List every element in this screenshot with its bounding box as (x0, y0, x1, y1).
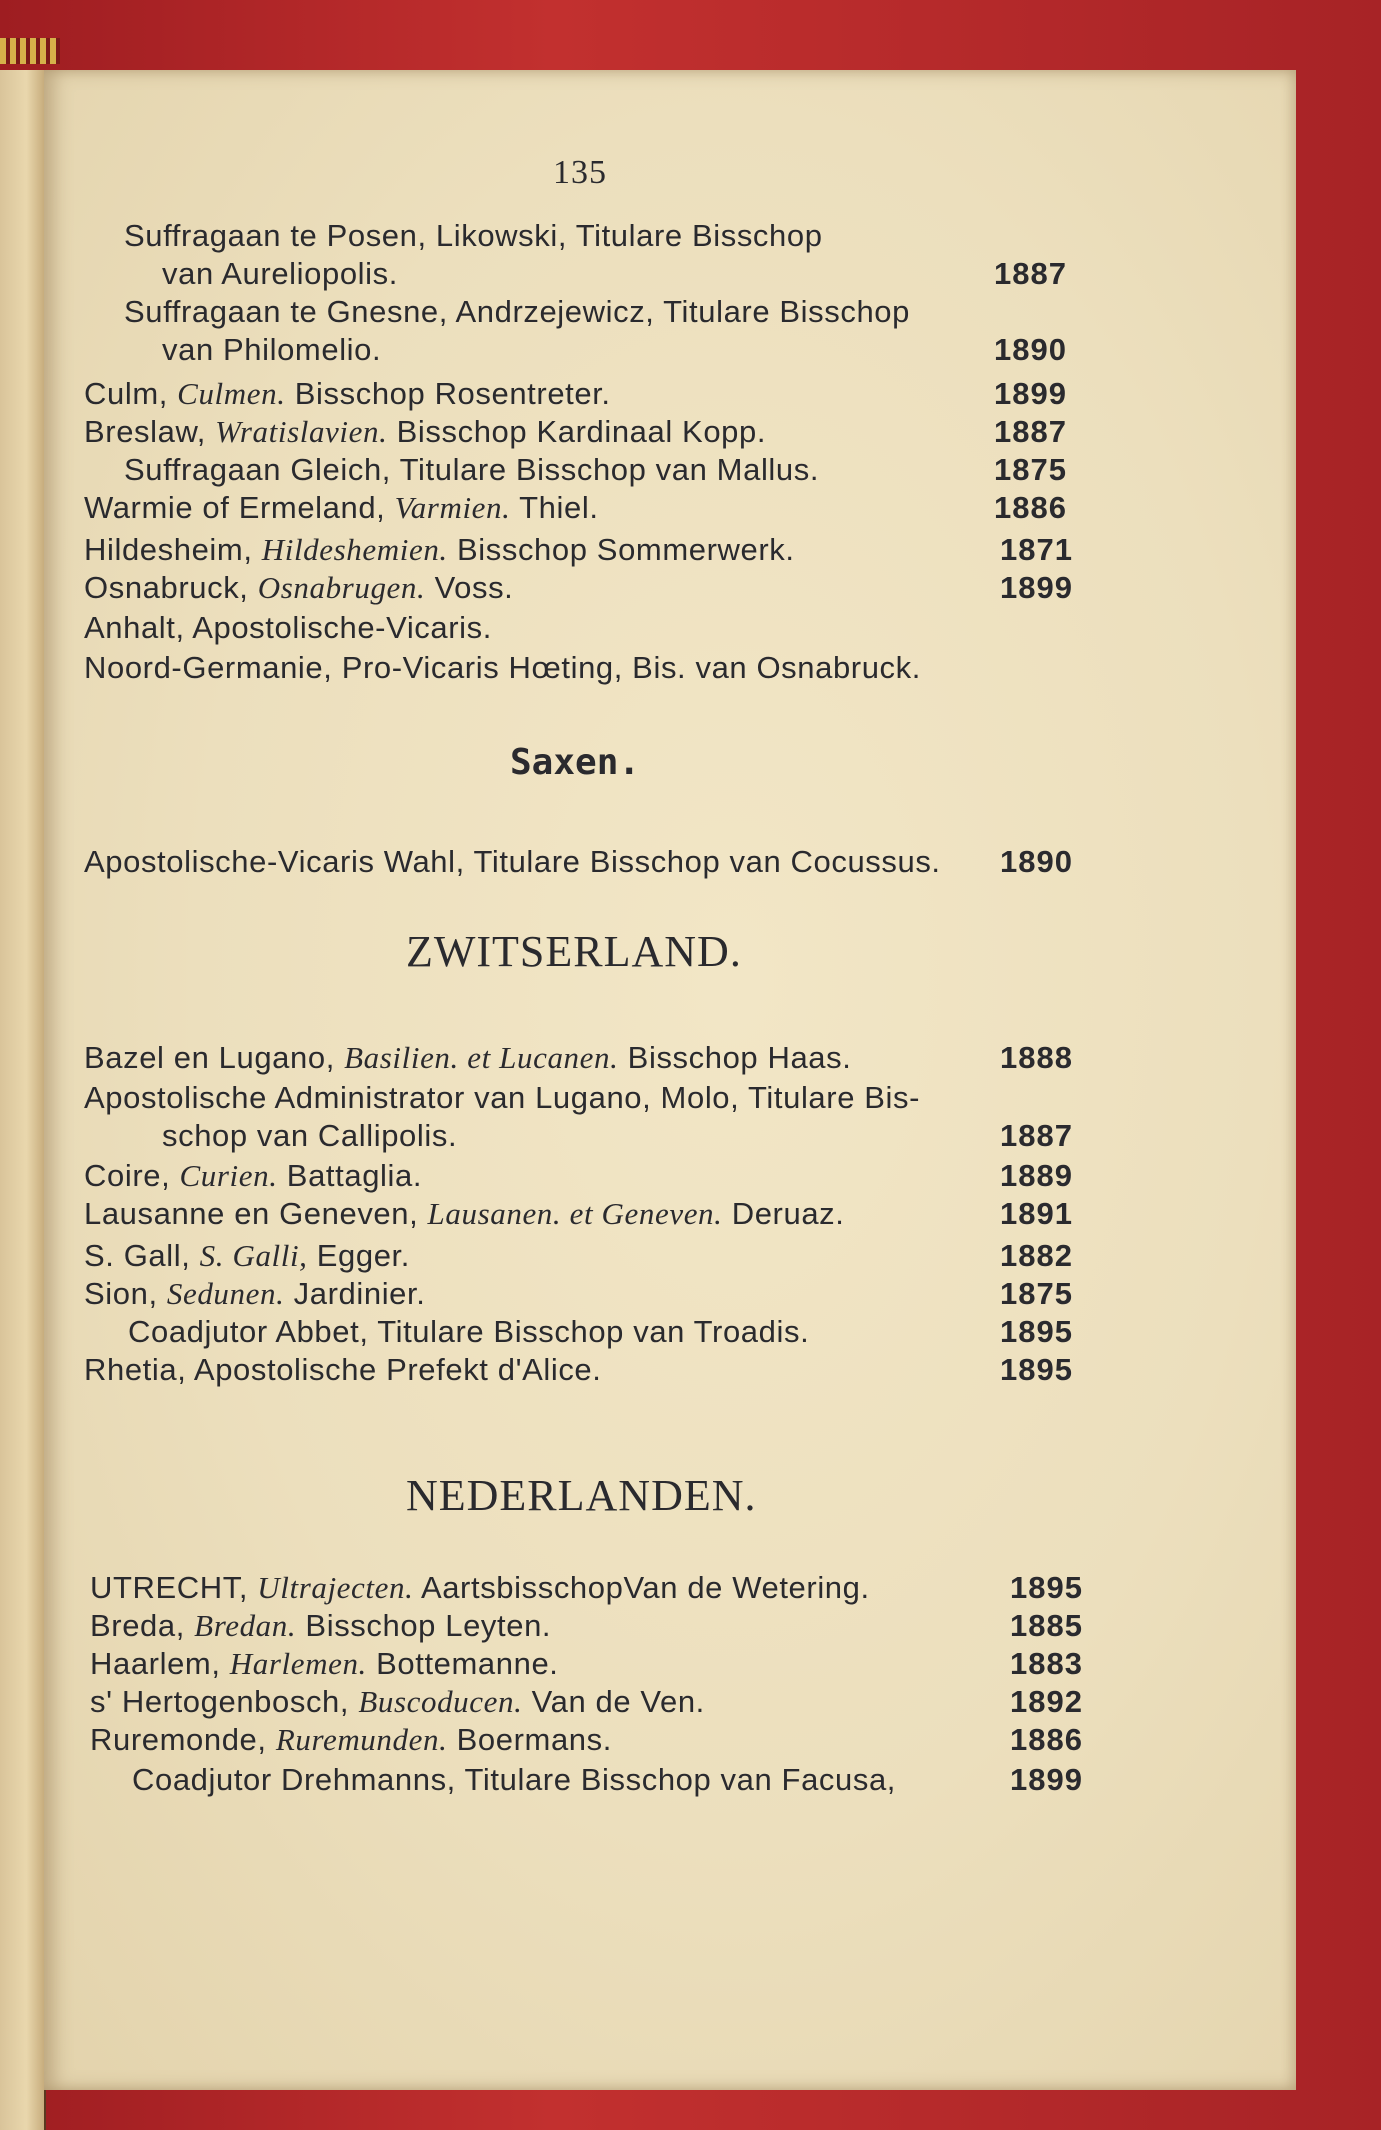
entry-year: 1886 (994, 490, 1067, 525)
entry-line: Suffragaan te Posen, Likowski, Titulare Bisschop (124, 218, 823, 253)
entry-year: 1875 (994, 452, 1067, 487)
spine-ornament (0, 38, 60, 64)
entry-line: Noord-Germanie, Pro-Vicaris Hœting, Bis. van Osnabruck. (84, 650, 921, 685)
entry-year: 1888 (1000, 1040, 1073, 1075)
entry-year: 1883 (1010, 1646, 1083, 1681)
entry-year: 1899 (1000, 570, 1073, 605)
entry-year: 1886 (1010, 1722, 1083, 1757)
entry-year: 1871 (1000, 532, 1073, 567)
entry-line: Osnabruck, Osnabrugen. Voss. (84, 570, 514, 605)
entry-line: schop van Callipolis. (162, 1118, 458, 1153)
entry-line: Breslaw, Wratislavien. Bisschop Kardinaal Kopp. (84, 414, 767, 449)
entry-year: 1895 (1000, 1352, 1073, 1387)
entry-year: 1887 (1000, 1118, 1073, 1153)
section-heading-nederlanden: NEDERLANDEN. (406, 1471, 757, 1520)
entry-year: 1887 (994, 414, 1067, 449)
entry-line: Coire, Curien. Battaglia. (84, 1158, 423, 1193)
entry-line: Apostolische Administrator van Lugano, Molo, Titulare Bis- (84, 1080, 921, 1115)
entry-line: Warmie of Ermeland, Varmien. Thiel. (84, 490, 599, 525)
entry-year: 1885 (1010, 1608, 1083, 1643)
section-heading-saxen: Saxen. (510, 742, 641, 783)
entry-year: 1890 (994, 332, 1067, 367)
entry-line: Coadjutor Abbet, Titulare Bisschop van Troadis. (128, 1314, 810, 1349)
entry-year: 1890 (1000, 844, 1073, 879)
entry-line: Anhalt, Apostolische-Vicaris. (84, 610, 492, 645)
entry-line: Breda, Bredan. Bisschop Leyten. (90, 1608, 552, 1643)
entry-year: 1882 (1000, 1238, 1073, 1273)
entry-year: 1895 (1000, 1314, 1073, 1349)
page-number: 135 (553, 154, 607, 191)
entry-year: 1895 (1010, 1570, 1083, 1605)
entry-year: 1891 (1000, 1196, 1073, 1231)
entry-line: Rhetia, Apostolische Prefekt d'Alice. (84, 1352, 602, 1387)
entry-line: Lausanne en Geneven, Lausanen. et Geneven. Deruaz. (84, 1196, 845, 1231)
section-heading-zwitserland: ZWITSERLAND. (406, 927, 742, 976)
entry-line: Culm, Culmen. Bisschop Rosentreter. (84, 376, 611, 411)
entry-line: Ruremonde, Ruremunden. Boermans. (90, 1722, 612, 1757)
entry-year: 1875 (1000, 1276, 1073, 1311)
entry-line: Sion, Sedunen. Jardinier. (84, 1276, 426, 1311)
page-edges (0, 70, 46, 2130)
entry-line: UTRECHT, Ultrajecten. AartsbisschopVan de Wetering. (90, 1570, 870, 1605)
entry-line: van Aureliopolis. (162, 256, 398, 291)
entry-line: Coadjutor Drehmanns, Titulare Bisschop van Facusa, (132, 1762, 897, 1797)
entry-line: S. Gall, S. Galli, Egger. (84, 1238, 410, 1273)
entry-year: 1892 (1010, 1684, 1083, 1719)
entry-line: Suffragaan te Gnesne, Andrzejewicz, Titulare Bisschop (124, 294, 910, 329)
entry-line: Bazel en Lugano, Basilien. et Lucanen. Bisschop Haas. (84, 1040, 852, 1075)
entry-line: van Philomelio. (162, 332, 382, 367)
entry-line: s' Hertogenbosch, Buscoducen. Van de Ven. (90, 1684, 705, 1719)
entry-line: Suffragaan Gleich, Titulare Bisschop van Mallus. (124, 452, 820, 487)
entry-year: 1889 (1000, 1158, 1073, 1193)
entry-year: 1887 (994, 256, 1067, 291)
entry-year: 1899 (1010, 1762, 1083, 1797)
entry-line: Apostolische-Vicaris Wahl, Titulare Bisschop van Cocussus. (84, 844, 941, 879)
entry-line: Haarlem, Harlemen. Bottemanne. (90, 1646, 559, 1681)
book-page (44, 70, 1296, 2090)
entry-year: 1899 (994, 376, 1067, 411)
entry-line: Hildesheim, Hildeshemien. Bisschop Sommerwerk. (84, 532, 795, 567)
